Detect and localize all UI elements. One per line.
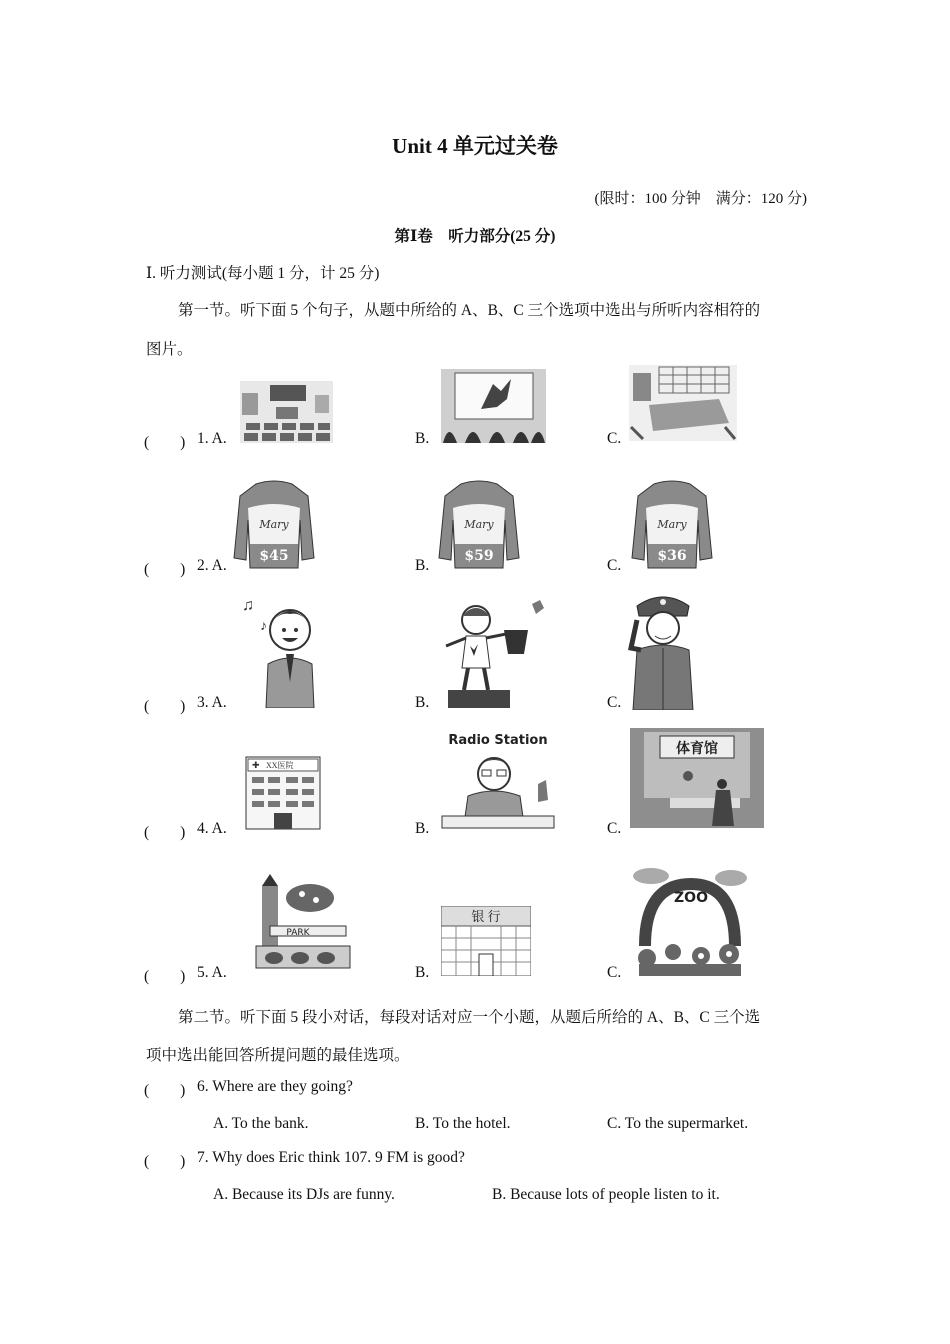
answer-blank[interactable]: ( ): [144, 1153, 186, 1170]
option-a: A. To the bank.: [213, 1115, 309, 1132]
instruction-1-line1: 第一节。听下面 5 个句子，从题中所给的 A、B、C 三个选项中选出与所听内容相符的: [178, 302, 761, 319]
answer-blank[interactable]: ( ): [144, 968, 186, 985]
price-label: $45: [259, 548, 289, 564]
page-title: Unit 4 单元过关卷: [392, 134, 558, 158]
hospital-picture: [242, 755, 324, 831]
question-number: 1. A.: [197, 430, 227, 447]
park-sign: PARK: [286, 928, 310, 938]
price-label: $59: [464, 548, 494, 564]
option-label-c: C.: [607, 964, 622, 981]
option-label-c: C.: [607, 820, 622, 837]
option-label-b: B.: [415, 820, 430, 837]
option-a: A. Because its DJs are funny.: [213, 1186, 395, 1203]
sweater-36-picture: [630, 478, 714, 570]
option-label-c: C.: [607, 557, 622, 574]
classroom-picture: [240, 381, 333, 443]
option-label-b: B.: [415, 694, 430, 711]
svg-text:✚: ✚: [252, 760, 260, 770]
question-number: 4. A.: [197, 820, 227, 837]
sweater-text: Mary: [657, 518, 687, 531]
question-number: 3. A.: [197, 694, 227, 711]
hospital-sign: XX医院: [266, 761, 294, 770]
zoo-picture: [631, 866, 749, 978]
zoo-sign: ZOO: [674, 890, 708, 906]
option-label-c: C.: [607, 694, 622, 711]
option-b: B. To the hotel.: [415, 1115, 511, 1132]
sweater-59-picture: [437, 478, 521, 570]
option-label-c: C.: [607, 430, 622, 447]
option-label-b: B.: [415, 964, 430, 981]
policeman-picture: [625, 590, 701, 710]
bank-sign: 银 行: [471, 909, 501, 924]
question-number: 2. A.: [197, 557, 227, 574]
option-label-b: B.: [415, 430, 430, 447]
section-title: Ⅰ. 听力测试(每小题 1 分，计 25 分): [146, 265, 380, 282]
gym-sign: 体育馆: [676, 741, 718, 757]
park-picture: [240, 872, 352, 978]
svg-text:♪: ♪: [260, 619, 267, 634]
radio-sign: Radio Station: [448, 733, 548, 748]
gym-picture: [630, 728, 764, 828]
answer-blank[interactable]: ( ): [144, 1082, 186, 1099]
magician-picture: [440, 598, 550, 710]
radio-station-picture: [438, 728, 558, 832]
question-text: 7. Why does Eric think 107. 9 FM is good?: [197, 1149, 465, 1166]
question-text: 6. Where are they going?: [197, 1078, 353, 1095]
time-score-info: (限时：100 分钟 满分：120 分): [594, 191, 807, 207]
instruction-1-line2: 图片。: [146, 341, 193, 358]
sweater-text: Mary: [259, 518, 289, 531]
price-label: $36: [657, 548, 687, 564]
sweater-45-picture: [232, 478, 316, 570]
singer-picture: [240, 592, 326, 708]
option-label-b: B.: [415, 557, 430, 574]
instruction-2-line2: 项中选出能回答所提问题的最佳选项。: [146, 1047, 410, 1064]
answer-blank[interactable]: ( ): [144, 561, 186, 578]
library-picture: [629, 365, 737, 441]
part-title: 第Ⅰ卷 听力部分(25 分): [394, 228, 556, 245]
answer-blank[interactable]: ( ): [144, 824, 186, 841]
svg-text:♫: ♫: [242, 597, 254, 614]
sweater-text: Mary: [464, 518, 494, 531]
cinema-picture: [441, 369, 546, 443]
answer-blank[interactable]: ( ): [144, 434, 186, 451]
question-number: 5. A.: [197, 964, 227, 981]
option-b: B. Because lots of people listen to it.: [492, 1186, 720, 1203]
option-c: C. To the supermarket.: [607, 1115, 749, 1132]
answer-blank[interactable]: ( ): [144, 698, 186, 715]
instruction-2-line1: 第二节。听下面 5 段小对话，每段对话对应一个小题，从题后所给的 A、B、C 三个选: [178, 1009, 761, 1026]
bank-picture: [441, 906, 531, 976]
